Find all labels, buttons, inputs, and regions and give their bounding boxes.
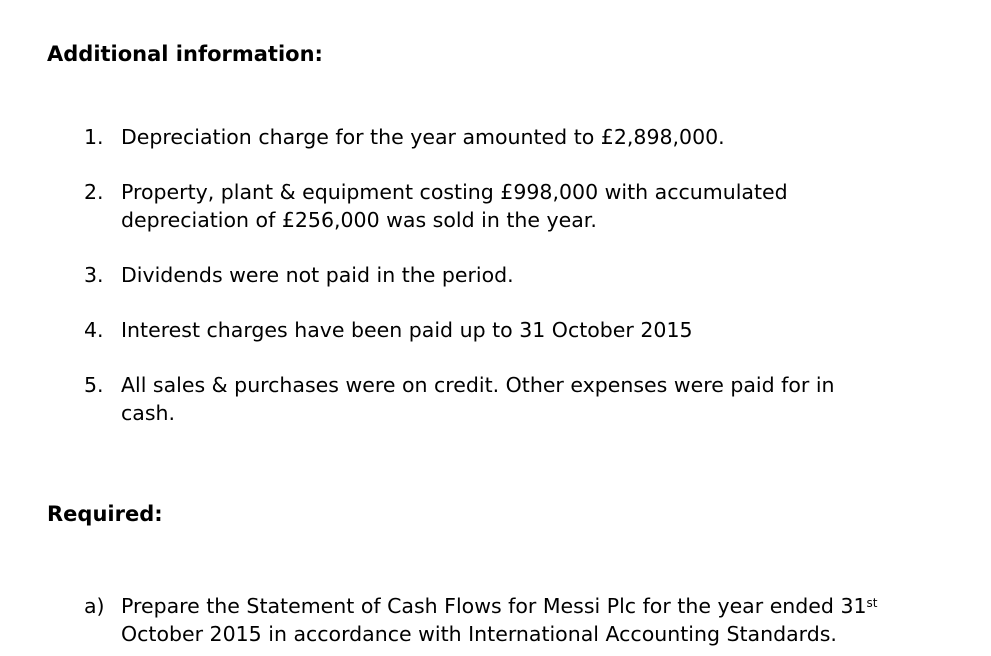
list-item-text: Property, plant & equipment costing £998,000 with accumulated depreciation of £256,000 was sold in the year. [121, 180, 788, 232]
list-item-number: 1. [84, 125, 104, 149]
list-item-text: All sales & purchases were on credit. Other expenses were paid for in cash. [121, 373, 835, 425]
list-item-number: 3. [84, 263, 104, 287]
list-item-letter: a) [84, 594, 105, 618]
list-item-text: Depreciation charge for the year amounted to £2,898,000. [121, 125, 725, 149]
required-heading: Required: [47, 502, 163, 526]
list-item-text: Dividends were not paid in the period. [121, 263, 514, 287]
list-item-number: 4. [84, 318, 104, 342]
additional-information-heading: Additional information: [47, 42, 323, 66]
list-item-text: Interest charges have been paid up to 31 October 2015 [121, 318, 693, 342]
list-item-number: 2. [84, 180, 104, 204]
list-item-number: 5. [84, 373, 104, 397]
ordinal-suffix: st [866, 596, 878, 610]
list-item-text: Prepare the Statement of Cash Flows for Messi Plc for the year ended 31st October 2015 in accordance with International Accounting Standards. [121, 594, 878, 646]
